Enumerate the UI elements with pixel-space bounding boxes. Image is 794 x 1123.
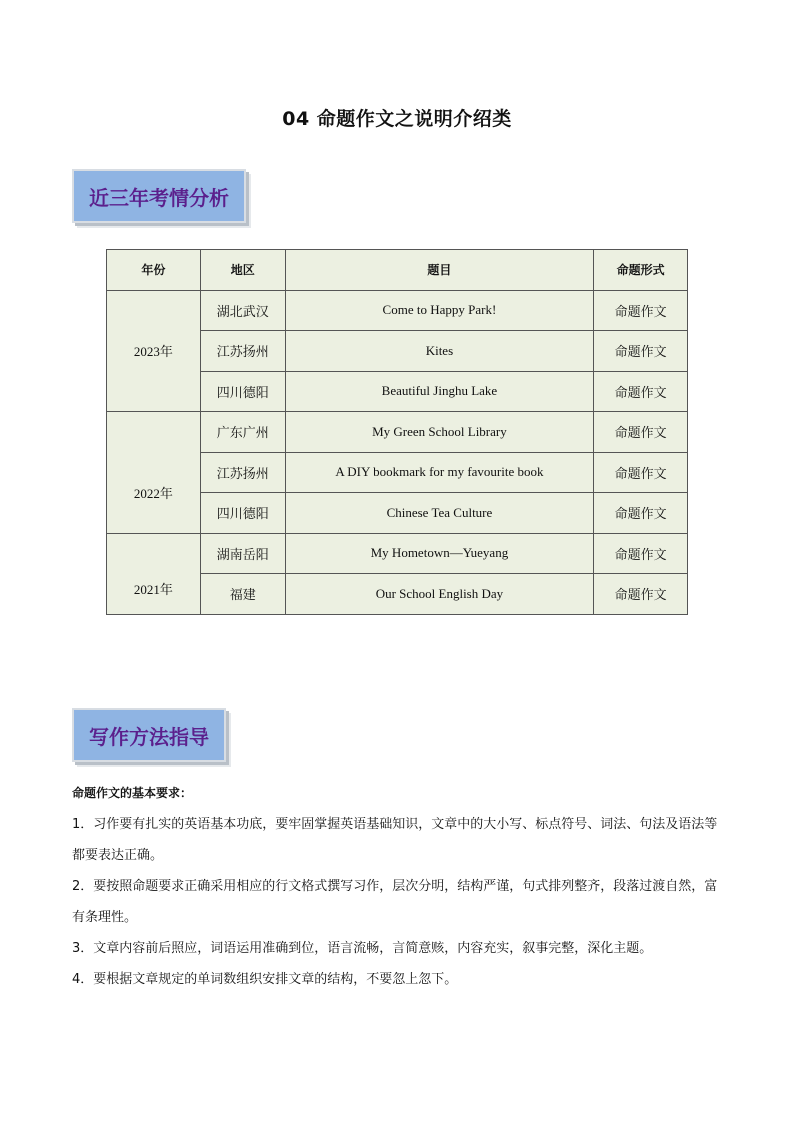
form-cell: 命题作文	[594, 290, 688, 331]
topic-cell: Come to Happy Park!	[285, 290, 593, 331]
region-cell: 广东广州	[200, 412, 285, 453]
year-cell: 2022年	[107, 412, 201, 534]
guide-item: 4．要根据文章规定的单词数组织安排文章的结构，不要忽上忽下。	[72, 972, 458, 987]
topic-cell: Beautiful Jinghu Lake	[285, 371, 593, 412]
table-row	[107, 412, 688, 453]
guide-item: 3．文章内容前后照应，词语运用准确到位，语言流畅，言简意赅，内容充实，叙事完整，深化主题。	[72, 941, 653, 956]
topic-cell: Our School English Day	[285, 574, 593, 615]
exam-table	[106, 249, 688, 615]
topic-cell: My Hometown—Yueyang	[285, 533, 593, 574]
topic-cell: Chinese Tea Culture	[285, 493, 593, 534]
year-cell: 2021年	[107, 533, 201, 614]
form-cell: 命题作文	[594, 452, 688, 493]
header-year: 年份	[107, 250, 201, 291]
form-cell: 命题作文	[594, 574, 688, 615]
table-row	[107, 533, 688, 574]
region-cell: 江苏扬州	[200, 452, 285, 493]
year-cell: 2023年	[107, 290, 201, 412]
topic-cell: A DIY bookmark for my favourite book	[285, 452, 593, 493]
guide-lead: 命题作文的基本要求：	[72, 786, 193, 800]
topic-cell: Kites	[285, 331, 593, 372]
header-region: 地区	[200, 250, 285, 291]
form-cell: 命题作文	[594, 412, 688, 453]
region-cell: 湖北武汉	[200, 290, 285, 331]
form-cell: 命题作文	[594, 493, 688, 534]
guide-item: 1．习作要有扎实的英语基本功底，要牢固掌握英语基础知识，文章中的大小写、标点符号、词法、句法及语法等都要表达正确。	[72, 817, 718, 863]
guide-item: 2．要按照命题要求正确采用相应的行文格式撰写习作，层次分明，结构严谨，句式排列整齐，段落过渡自然，富有条理性。	[72, 879, 718, 925]
header-topic: 题目	[285, 250, 593, 291]
form-cell: 命题作文	[594, 371, 688, 412]
form-cell: 命题作文	[594, 533, 688, 574]
region-cell: 四川德阳	[200, 493, 285, 534]
section-heading-exam-analysis: 近三年考情分析	[72, 169, 246, 223]
region-cell: 湖南岳阳	[200, 533, 285, 574]
region-cell: 四川德阳	[200, 371, 285, 412]
form-cell: 命题作文	[594, 331, 688, 372]
table-header-row	[107, 250, 688, 291]
region-cell: 福建	[200, 574, 285, 615]
page-title: 04 命题作文之说明介绍类	[282, 108, 512, 130]
header-form: 命题形式	[594, 250, 688, 291]
region-cell: 江苏扬州	[200, 331, 285, 372]
section-heading-writing-guide: 写作方法指导	[72, 708, 226, 762]
writing-guide-body	[72, 778, 724, 995]
table-row	[107, 290, 688, 331]
topic-cell: My Green School Library	[285, 412, 593, 453]
